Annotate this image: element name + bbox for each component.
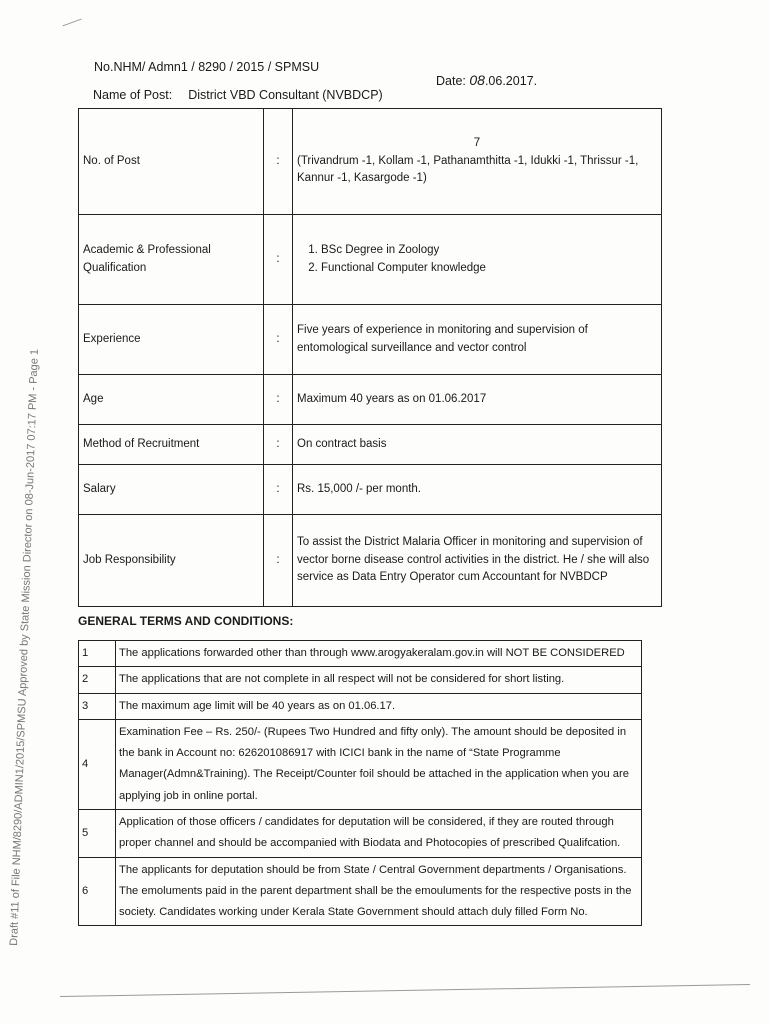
term-number: 6 (79, 857, 116, 926)
term-row (79, 641, 642, 667)
term-number: 1 (79, 641, 116, 667)
value-salary: Rs. 15,000 /- per month. (293, 465, 662, 515)
term-row (79, 667, 642, 693)
post-count: 7 (473, 136, 481, 149)
colon: : (264, 375, 293, 425)
row-qualification (79, 215, 662, 305)
row-job-responsibility (79, 515, 662, 607)
term-text: The applications forwarded other than through www.arogyakeralam.gov.in will NOT BE CONSIDERED (116, 641, 642, 667)
value-qualification (293, 215, 662, 305)
term-number: 2 (79, 667, 116, 693)
colon: : (264, 425, 293, 465)
term-text: The applications that are not complete in all respect will not be considered for short listing. (116, 667, 642, 693)
colon: : (264, 109, 293, 215)
term-text: The maximum age limit will be 40 years as on 01.06.17. (116, 693, 642, 719)
post-details-table (78, 108, 662, 607)
row-salary (79, 465, 662, 515)
date-label: Date: (436, 74, 466, 88)
row-experience (79, 305, 662, 375)
label-method: Method of Recruitment (79, 425, 264, 465)
term-number: 3 (79, 693, 116, 719)
term-text: Examination Fee – Rs. 250/- (Rupees Two Hundred and fifty only). The amount should be deposited in the bank in Account no: 626201086917 with ICICI bank in the name of “State Programme Manager(Admn&Training). The Receipt/Counter foil should be attached in the application when you are applying job in online portal. (116, 719, 642, 809)
colon: : (264, 305, 293, 375)
row-age (79, 375, 662, 425)
document-date (436, 72, 537, 88)
row-method (79, 425, 662, 465)
label-experience: Experience (79, 305, 264, 375)
label-no-of-post: No. of Post (79, 109, 264, 215)
term-text: Application of those officers / candidates for deputation will be considered, if they are routed through proper channel and should be accompanied with Biodata and Photocopies of prescribed Qualifcation. (116, 809, 642, 857)
pen-mark (62, 19, 81, 27)
qualification-item: 2. Functional Computer knowledge (321, 260, 657, 278)
colon: : (264, 215, 293, 305)
row-no-of-post (79, 109, 662, 215)
colon: : (264, 465, 293, 515)
page-edge-line (60, 984, 750, 997)
label-salary: Salary (79, 465, 264, 515)
qualification-item: 1. BSc Degree in Zoology (321, 242, 657, 260)
value-no-of-post (293, 109, 662, 215)
colon: : (264, 515, 293, 607)
term-row (79, 809, 642, 857)
value-method: On contract basis (293, 425, 662, 465)
reference-number: No.NHM/ Admn1 / 8290 / 2015 / SPMSU (94, 60, 320, 74)
date-rest: .06.2017. (484, 74, 538, 88)
value-job-responsibility: To assist the District Malaria Officer in monitoring and supervision of vector borne disease control activities in the district. He / she will also service as Data Entry Operator cum Accountant for NVBDCP (293, 515, 662, 607)
term-number: 4 (79, 719, 116, 809)
label-job-responsibility: Job Responsibility (79, 515, 264, 607)
term-row (79, 857, 642, 926)
date-day: 08 (469, 72, 485, 88)
term-number: 5 (79, 809, 116, 857)
label-qualification: Academic & Professional Qualification (79, 215, 264, 305)
post-value: District VBD Consultant (NVBDCP) (188, 88, 383, 102)
term-row (79, 719, 642, 809)
term-text: The applicants for deputation should be from State / Central Government departments / Organisations. The emoluments paid in the parent department shall be the emouluments for the respective posts in the society. Candidates working under Kerala State Government should attach duly filled Form No. (116, 857, 642, 926)
terms-heading: GENERAL TERMS AND CONDITIONS: (78, 614, 294, 628)
term-row (79, 693, 642, 719)
terms-table (78, 640, 642, 926)
post-name-line (93, 88, 383, 102)
label-age: Age (79, 375, 264, 425)
post-label: Name of Post: (93, 88, 173, 102)
value-experience: Five years of experience in monitoring and supervision of entomological surveillance and vector control (293, 305, 662, 375)
post-districts: (Trivandrum -1, Kollam -1, Pathanamthitta -1, Idukki -1, Thrissur -1, Kannur -1, Kasargode -1) (297, 154, 639, 185)
value-age: Maximum 40 years as on 01.06.2017 (293, 375, 662, 425)
approval-stamp: Draft #11 of File NHM/8290/ADMIN1/2015/SPMSU Approved by State Mission Director on 08-Jun-2017 07:17 PM - Page 1 (8, 348, 41, 946)
